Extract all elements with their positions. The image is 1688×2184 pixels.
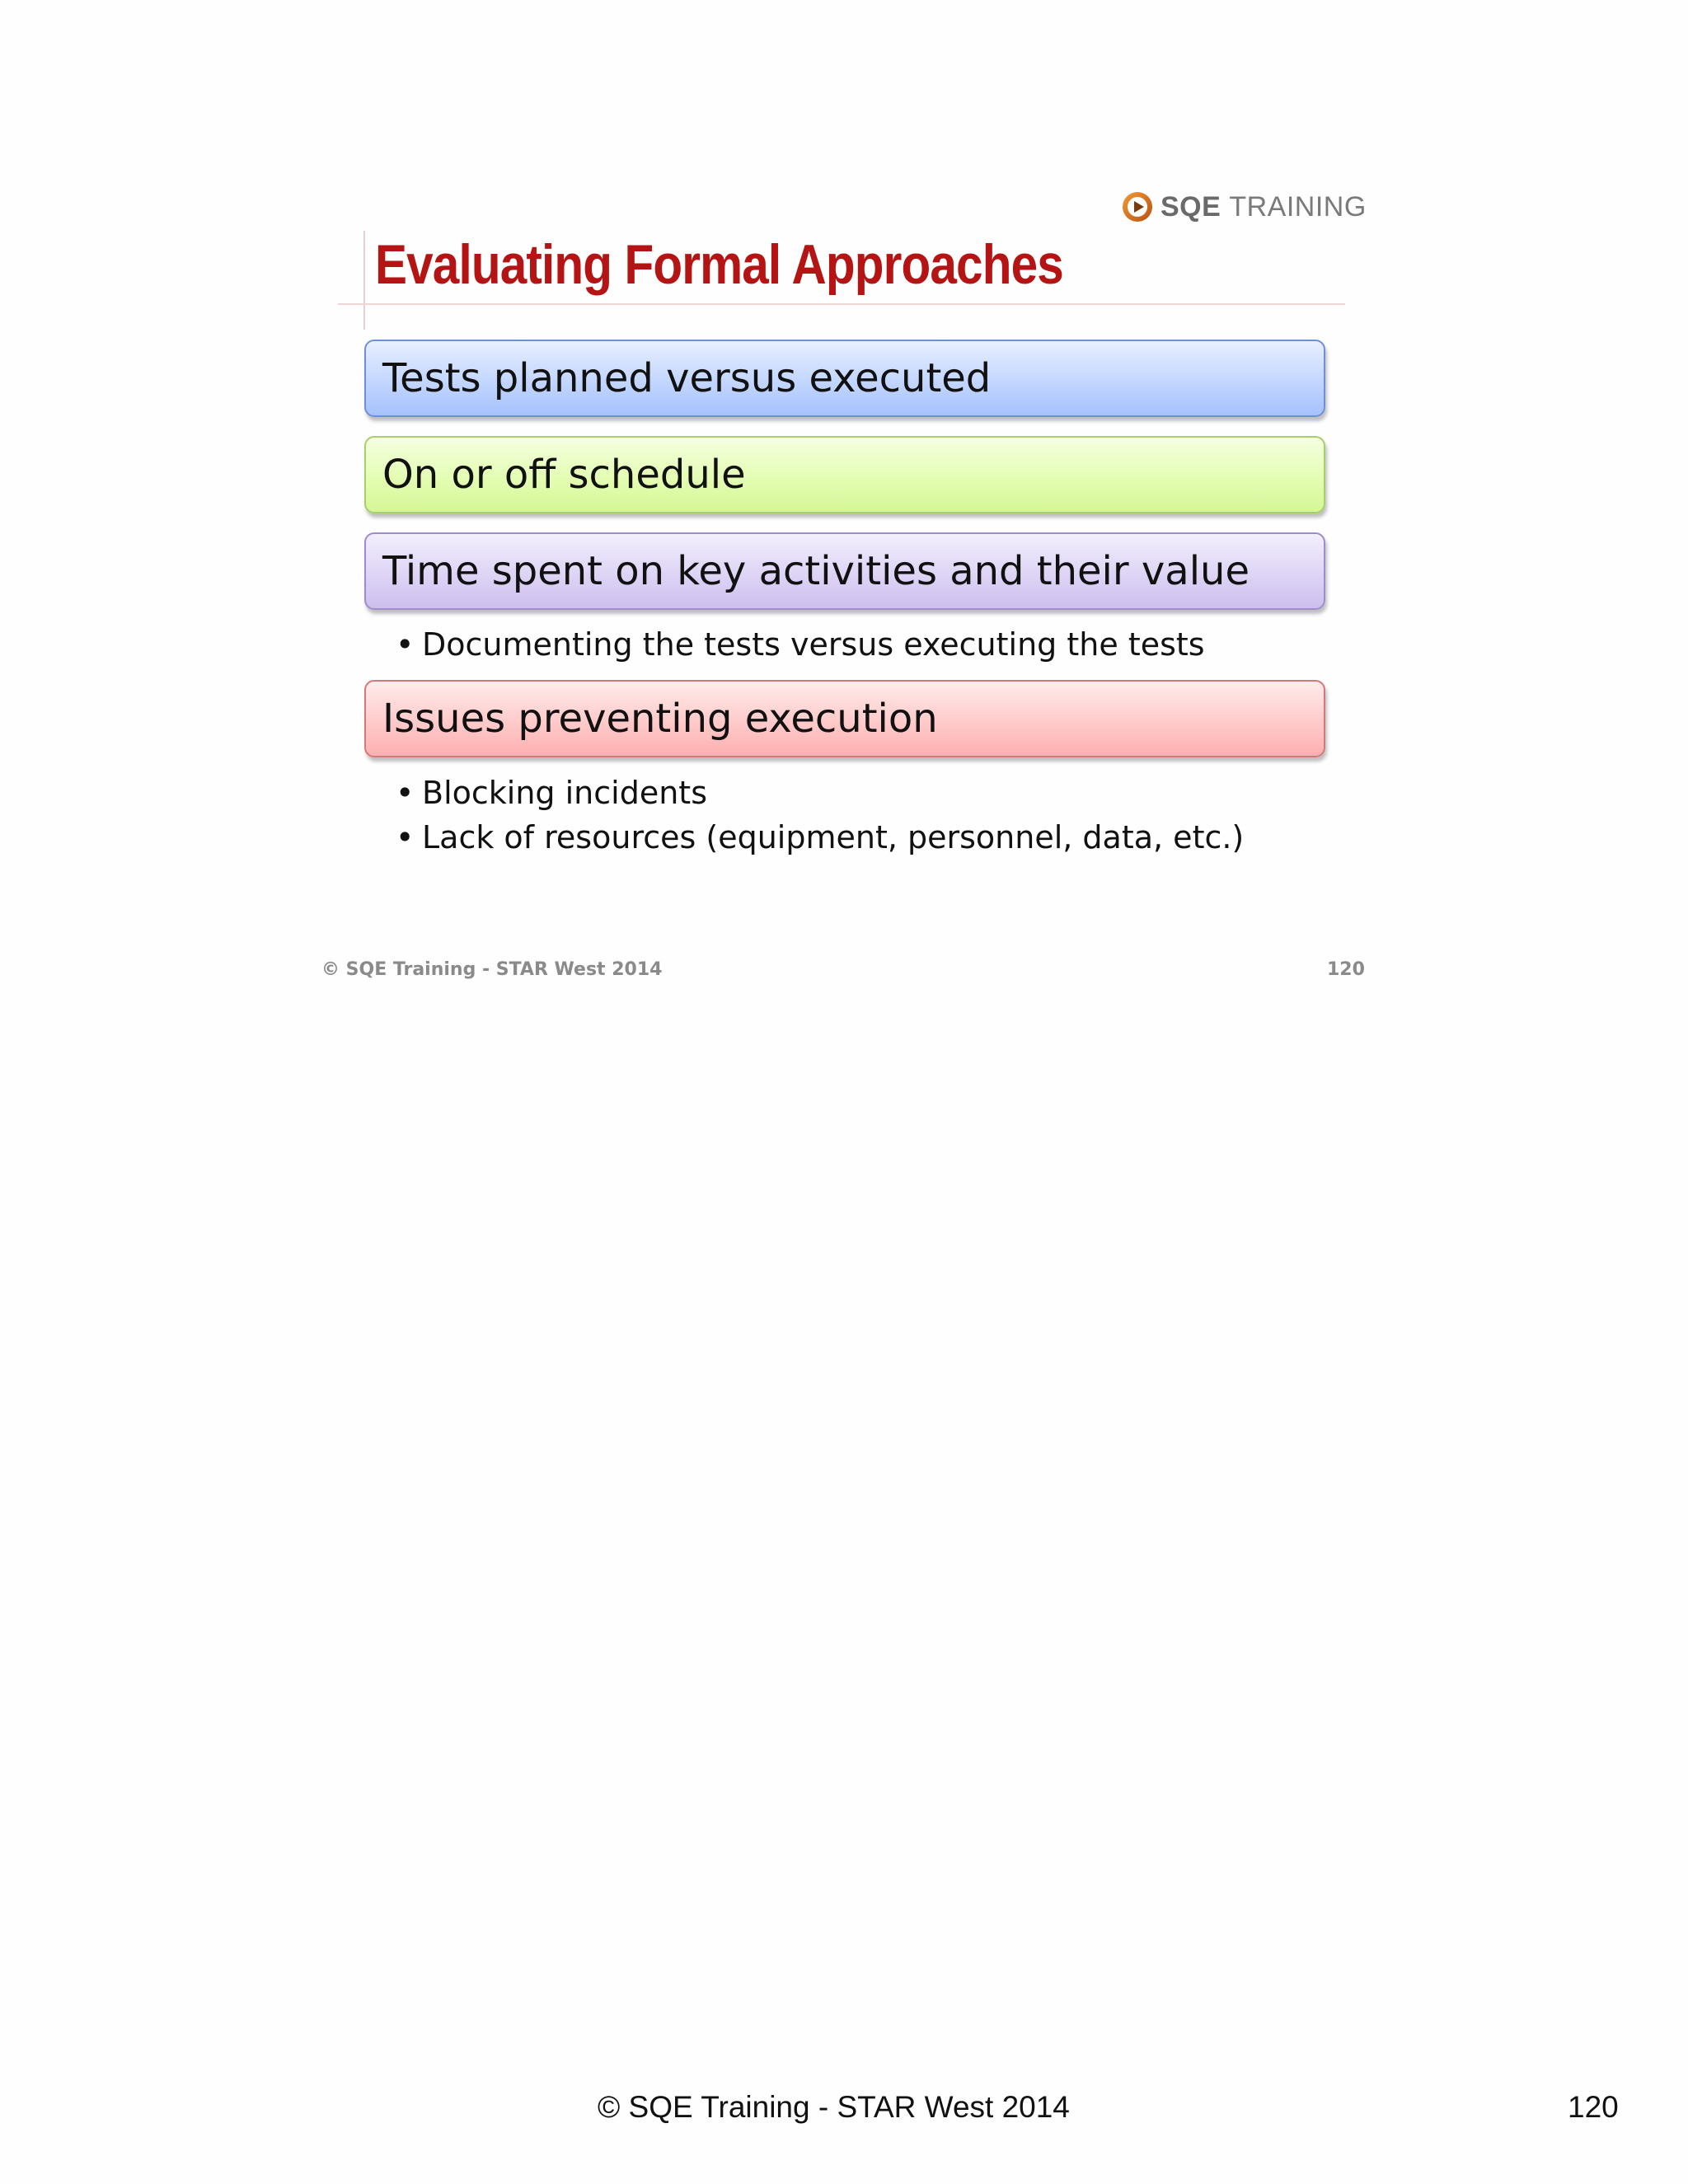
- item-label: On or off schedule: [382, 452, 746, 498]
- item-label: Issues preventing execution: [382, 696, 938, 742]
- play-circle-icon: [1121, 190, 1154, 223]
- sub-bullet-text: Documenting the tests versus executing the tests: [422, 626, 1205, 663]
- item-box-time-spent: [364, 532, 1325, 610]
- sub-bullet-text: Blocking incidents: [422, 775, 707, 811]
- bullet-dot: •: [396, 775, 415, 811]
- page-footer-number: 120: [1568, 2090, 1619, 2124]
- sub-bullet-text: Lack of resources (equipment, personnel, data, etc.): [422, 819, 1245, 855]
- logo-brand-light: TRAINING: [1229, 190, 1367, 223]
- sqe-training-logo: [1121, 188, 1367, 226]
- bullet-dot: •: [396, 819, 415, 855]
- slide: [0, 0, 1688, 1030]
- sub-bullet-resources: [396, 819, 1244, 855]
- title-vertical-rule: [363, 231, 365, 330]
- item-label: Time spent on key activities and their value: [382, 548, 1250, 594]
- bullet-dot: •: [396, 626, 415, 663]
- item-box-tests-planned: [364, 340, 1325, 417]
- slide-footer-copyright: © SQE Training - STAR West 2014: [321, 959, 663, 980]
- item-box-issues: [364, 680, 1325, 757]
- sub-bullet-documenting: [396, 626, 1205, 663]
- slide-title: Evaluating Formal Approaches: [375, 233, 1063, 296]
- sub-bullet-blocking: [396, 775, 707, 811]
- title-horizontal-rule: [338, 303, 1345, 305]
- page-footer-copyright: © SQE Training - STAR West 2014: [598, 2090, 1070, 2124]
- item-box-schedule: [364, 436, 1325, 513]
- slide-footer-number: 120: [1327, 959, 1365, 980]
- logo-brand-bold: SQE: [1160, 190, 1221, 223]
- item-label: Tests planned versus executed: [382, 355, 992, 401]
